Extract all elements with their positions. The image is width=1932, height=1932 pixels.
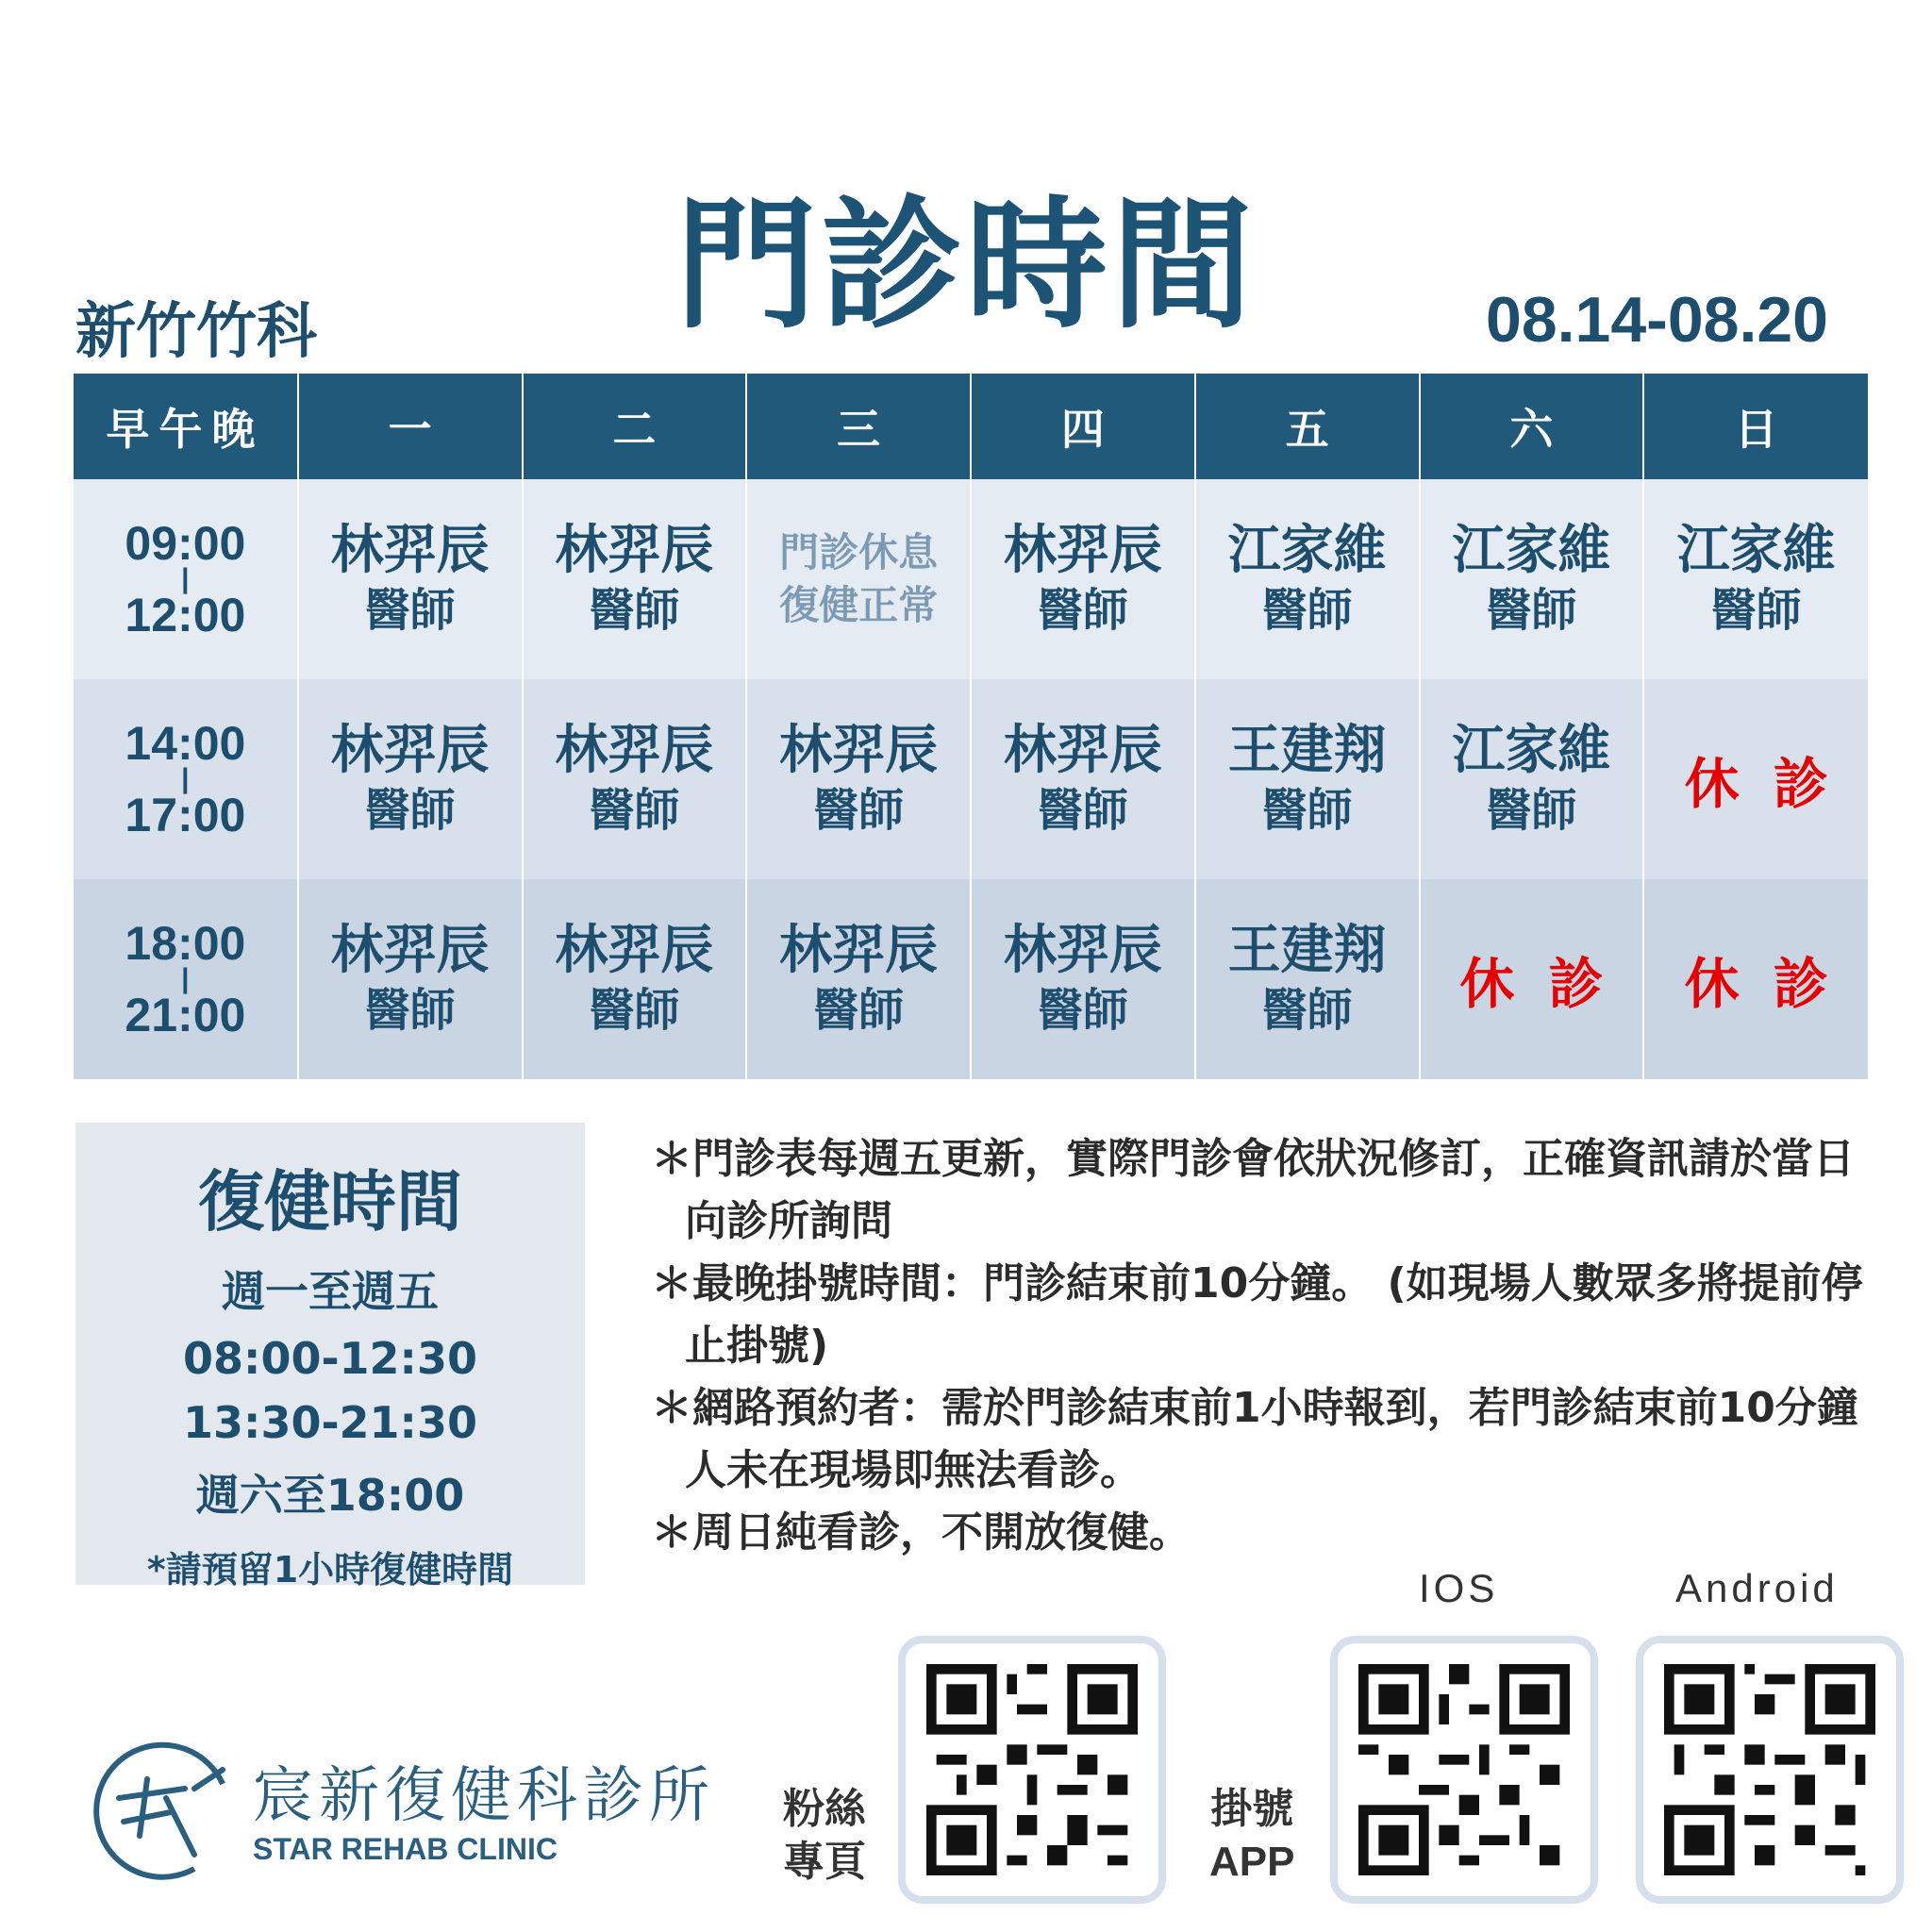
day-header-sun: 日 [1643, 374, 1868, 479]
doctor-title: 醫師 [589, 784, 680, 837]
app-label [1209, 1783, 1294, 1889]
schedule-table [74, 374, 1868, 1079]
day-header-mon: 一 [298, 374, 523, 479]
schedule-cell [746, 479, 971, 679]
doctor-name: 王建翔 [1227, 920, 1387, 981]
corner-header: 早午晚 [74, 374, 298, 479]
closed-label: 休診 [1459, 952, 1638, 1016]
schedule-cell [523, 879, 747, 1079]
time-slot-cell [74, 679, 298, 879]
schedule-cell [523, 479, 747, 679]
time-end: 17:00 [125, 789, 246, 841]
schedule-cell [1420, 879, 1644, 1079]
schedule-cell [523, 679, 747, 879]
doctor-name: 林羿辰 [330, 520, 490, 581]
schedule-cell [1420, 479, 1644, 679]
schedule-header-row [74, 374, 1868, 479]
qr-code-icon [1664, 1664, 1875, 1875]
doctor-title: 醫師 [589, 984, 680, 1037]
schedule-cell [298, 479, 523, 679]
page-title: 門診時間 [675, 184, 1257, 348]
schedule-cell [971, 479, 1195, 679]
schedule-cell [298, 879, 523, 1079]
closed-label: 休診 [1684, 952, 1862, 1016]
rehab-note: *請預留1小時復健時間 [146, 1549, 514, 1591]
schedule-cell [1643, 479, 1868, 679]
doctor-title: 醫師 [813, 984, 905, 1037]
doctor-name: 江家維 [1676, 520, 1836, 581]
doctor-title: 醫師 [589, 584, 680, 637]
notes-list [651, 1128, 1877, 1564]
doctor-name: 江家維 [1452, 720, 1611, 781]
schedule-cell [1195, 879, 1420, 1079]
qr-code-icon [1358, 1664, 1570, 1875]
fanpage-label [783, 1783, 866, 1889]
doctor-title: 醫師 [1037, 584, 1128, 637]
schedule-cell [1643, 679, 1868, 879]
doctor-title: 醫師 [1037, 784, 1128, 837]
time-start: 18:00 [125, 917, 246, 970]
schedule-cell [1195, 479, 1420, 679]
time-end: 12:00 [125, 589, 246, 641]
doctor-name: 林羿辰 [1003, 920, 1162, 981]
app-label-line2: APP [1209, 1839, 1295, 1885]
rehab-days: 週一至週五 [222, 1266, 439, 1317]
clinic-location: 新竹竹科 [75, 297, 317, 367]
fanpage-qr-code[interactable] [898, 1636, 1166, 1904]
ios-caption: IOS [1419, 1566, 1499, 1610]
schedule-cell [746, 679, 971, 879]
time-separator: | [181, 563, 190, 594]
schedule-cell [1420, 679, 1644, 879]
time-start: 14:00 [125, 717, 246, 770]
date-range: 08.14-08.20 [1486, 284, 1828, 356]
day-header-wed: 三 [746, 374, 971, 479]
clinic-name-en: STAR REHAB CLINIC [253, 1832, 558, 1866]
doctor-name: 林羿辰 [1003, 520, 1162, 581]
rest-notice: 復健正常 [779, 582, 939, 628]
clinic-name-zh: 宸新復健科診所 [253, 1761, 715, 1831]
schedule-cell [1643, 879, 1868, 1079]
session-row-evening [74, 879, 1868, 1079]
app-label-line1: 掛號 [1210, 1785, 1294, 1833]
android-qr-code[interactable] [1636, 1636, 1904, 1904]
schedule-cell [971, 679, 1195, 879]
doctor-name: 林羿辰 [555, 520, 714, 581]
time-separator: | [181, 763, 190, 794]
doctor-title: 醫師 [813, 784, 905, 837]
doctor-name: 林羿辰 [555, 920, 714, 981]
time-slot-cell [74, 479, 298, 679]
qr-code-icon [926, 1664, 1138, 1875]
rehab-hours-morning: 08:00-12:30 [183, 1333, 477, 1384]
note-item: ＊最晚掛號時間：門診結束前10分鐘。 (如現場人數眾多將提前停止掛號) [651, 1259, 1863, 1370]
doctor-name: 林羿辰 [330, 720, 490, 781]
time-separator: | [181, 963, 190, 994]
doctor-name: 江家維 [1452, 520, 1611, 581]
schedule-cell [1195, 679, 1420, 879]
schedule-cell [971, 879, 1195, 1079]
doctor-name: 林羿辰 [330, 920, 490, 981]
ios-qr-code[interactable] [1330, 1636, 1598, 1904]
doctor-title: 醫師 [1486, 584, 1577, 637]
doctor-title: 醫師 [364, 984, 456, 1037]
doctor-name: 林羿辰 [1003, 720, 1162, 781]
doctor-title: 醫師 [1261, 584, 1353, 637]
doctor-name: 林羿辰 [779, 920, 939, 981]
clinic-logo-icon [81, 1732, 242, 1892]
schedule-cell [746, 879, 971, 1079]
doctor-title: 醫師 [364, 584, 456, 637]
android-caption: Android [1675, 1566, 1839, 1610]
time-slot-cell [74, 879, 298, 1079]
day-header-thu: 四 [971, 374, 1195, 479]
note-item: ＊門診表每週五更新，實際門診會依狀況修訂，正確資訊請於當日向診所詢問 [651, 1135, 1855, 1245]
rehab-hours-afternoon: 13:30-21:30 [183, 1397, 477, 1448]
doctor-name: 林羿辰 [555, 720, 714, 781]
note-item: ＊網路預約者：需於門診結束前1小時報到，若門診結束前10分鐘人未在現場即無法看診。 [651, 1384, 1858, 1494]
time-end: 21:00 [125, 989, 246, 1041]
doctor-title: 醫師 [1037, 984, 1128, 1037]
schedule-cell [298, 679, 523, 879]
rehab-title: 復健時間 [198, 1163, 462, 1241]
doctor-title: 醫師 [1710, 584, 1802, 637]
fanpage-label-line1: 粉絲 [783, 1785, 866, 1833]
doctor-title: 醫師 [1261, 984, 1353, 1037]
doctor-name: 江家維 [1227, 520, 1387, 581]
rehab-saturday: 週六至18:00 [195, 1470, 465, 1521]
session-row-morning [74, 479, 1868, 679]
day-header-tue: 二 [523, 374, 747, 479]
day-header-sat: 六 [1420, 374, 1644, 479]
time-start: 09:00 [125, 517, 246, 570]
fanpage-label-line2: 專頁 [783, 1838, 866, 1886]
session-row-afternoon [74, 679, 1868, 879]
closed-label: 休診 [1684, 752, 1862, 816]
doctor-name: 王建翔 [1227, 720, 1387, 781]
doctor-name: 林羿辰 [779, 720, 939, 781]
doctor-title: 醫師 [1261, 784, 1353, 837]
doctor-title: 醫師 [364, 784, 456, 837]
note-item: ＊周日純看診，不開放復健。 [651, 1508, 1191, 1557]
day-header-fri: 五 [1195, 374, 1420, 479]
doctor-title: 醫師 [1486, 784, 1577, 837]
rest-notice: 門診休息 [779, 529, 939, 575]
rehab-hours-box [75, 1123, 585, 1591]
